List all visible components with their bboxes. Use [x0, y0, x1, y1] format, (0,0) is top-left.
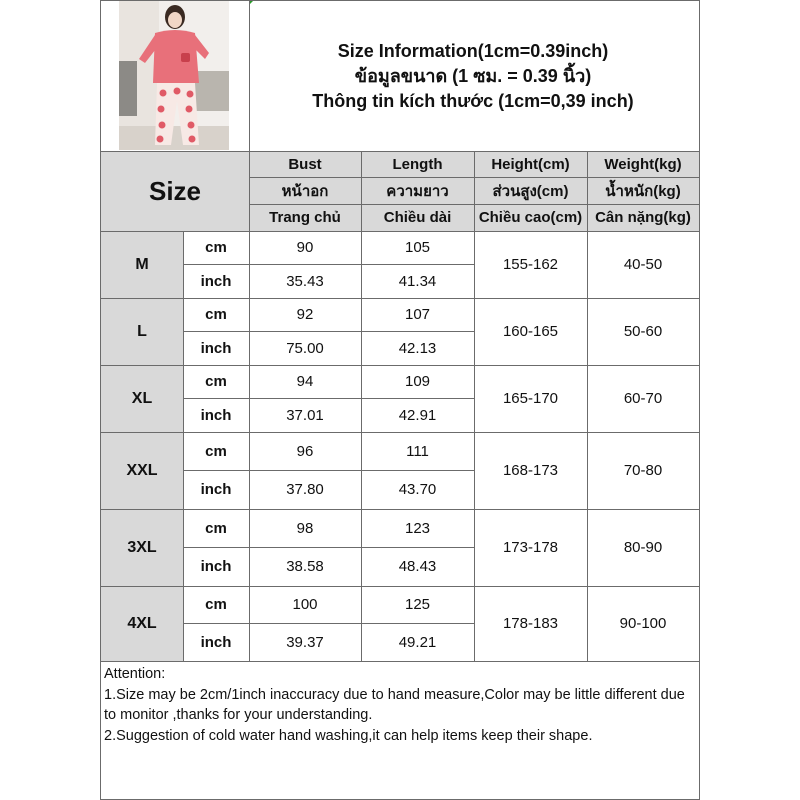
notes-heading: Attention:: [104, 666, 166, 682]
length-header-vi: Chiều dài: [383, 209, 452, 226]
bust-cm: 92: [296, 306, 314, 323]
weight-range: 70-80: [623, 462, 663, 479]
length-cm: 125: [404, 596, 431, 613]
size-label-xl: XL: [131, 389, 153, 407]
unit-cm: cm: [205, 596, 227, 613]
unit-inch: inch: [200, 272, 232, 290]
length-inch: 43.70: [398, 481, 437, 498]
length-cm: 123: [404, 519, 431, 537]
bust-inch: 37.01: [286, 406, 324, 424]
size-label-m: M: [135, 255, 149, 273]
weight-range: 80-90: [623, 539, 663, 556]
title-english: Size Information(1cm=0.39inch): [337, 41, 609, 61]
title-vietnamese: Thông tin kích thước (1cm=0,39 inch): [312, 91, 634, 111]
bust-header-th: หน้าอก: [281, 182, 329, 200]
length-header-th: ความยาว: [386, 182, 449, 200]
bust-inch: 75.00: [286, 339, 324, 357]
length-cm: 105: [404, 239, 431, 256]
bust-header-vi: Trang chủ: [269, 209, 341, 226]
weight-header-en: Weight(kg): [604, 155, 682, 173]
model-photo: [119, 1, 229, 150]
bust-cm: 90: [296, 239, 314, 256]
unit-cm: cm: [205, 239, 227, 256]
length-inch: 41.34: [398, 272, 437, 290]
height-range: 178-183: [502, 615, 559, 632]
title-thai: ข้อมูลขนาด (1 ซม. = 0.39 นิ้ว): [354, 66, 592, 86]
unit-inch: inch: [200, 406, 232, 424]
bust-cm: 96: [296, 442, 314, 460]
length-inch: 49.21: [398, 633, 437, 651]
weight-range: 90-100: [619, 615, 667, 632]
bust-inch: 35.43: [286, 272, 324, 290]
height-range: 168-173: [502, 462, 559, 479]
note-item: 2.Suggestion of cold water hand washing,it can help items keep their shape.: [104, 727, 593, 744]
length-inch: 42.13: [398, 339, 437, 357]
weight-range: 40-50: [623, 256, 663, 273]
length-header-en: Length: [392, 155, 443, 173]
size-header: Size: [148, 175, 202, 206]
length-cm: 109: [404, 373, 431, 390]
unit-cm: cm: [205, 373, 227, 390]
height-header-vi: Chiều cao(cm): [478, 209, 583, 226]
size-label-4xl: 4XL: [127, 614, 157, 632]
height-range: 155-162: [502, 256, 559, 273]
weight-range: 50-60: [623, 323, 663, 340]
length-cm: 107: [404, 306, 431, 323]
page-title: [249, 39, 697, 114]
bust-inch: 38.58: [286, 558, 324, 575]
size-label-xxl: XXL: [126, 461, 158, 479]
height-header-th: ส่วนสูง(cm): [492, 182, 569, 200]
size-label-3xl: 3XL: [127, 538, 157, 556]
length-cm: 111: [406, 442, 429, 460]
unit-cm: cm: [205, 442, 227, 460]
unit-cm: cm: [205, 306, 227, 323]
length-inch: 48.43: [398, 558, 437, 575]
bust-inch: 39.37: [286, 633, 324, 651]
height-header-en: Height(cm): [491, 155, 570, 173]
size-label-l: L: [137, 322, 147, 340]
model-photo-icon: [119, 1, 229, 150]
bust-cm: 98: [296, 519, 314, 537]
bust-header-en: Bust: [288, 155, 322, 173]
unit-inch: inch: [200, 481, 232, 498]
weight-header-th: น้ำหนัก(kg): [605, 182, 681, 200]
weight-header-vi: Cân nặng(kg): [595, 209, 691, 226]
unit-cm: cm: [205, 519, 227, 537]
bust-cm: 94: [296, 373, 314, 390]
height-range: 165-170: [502, 390, 559, 407]
unit-inch: inch: [200, 633, 232, 651]
size-chart: [100, 0, 700, 800]
height-range: 173-178: [502, 539, 559, 556]
weight-range: 60-70: [623, 390, 663, 407]
attention-notes: [104, 664, 694, 746]
bust-inch: 37.80: [286, 481, 324, 498]
height-range: 160-165: [502, 323, 559, 340]
unit-inch: inch: [200, 339, 232, 357]
length-inch: 42.91: [398, 406, 437, 424]
note-item: 1.Size may be 2cm/1inch inaccuracy due to hand measure,Color may be little different due to monitor ,thanks for your understanding.: [104, 686, 685, 723]
bust-cm: 100: [292, 596, 318, 613]
unit-inch: inch: [200, 558, 232, 575]
